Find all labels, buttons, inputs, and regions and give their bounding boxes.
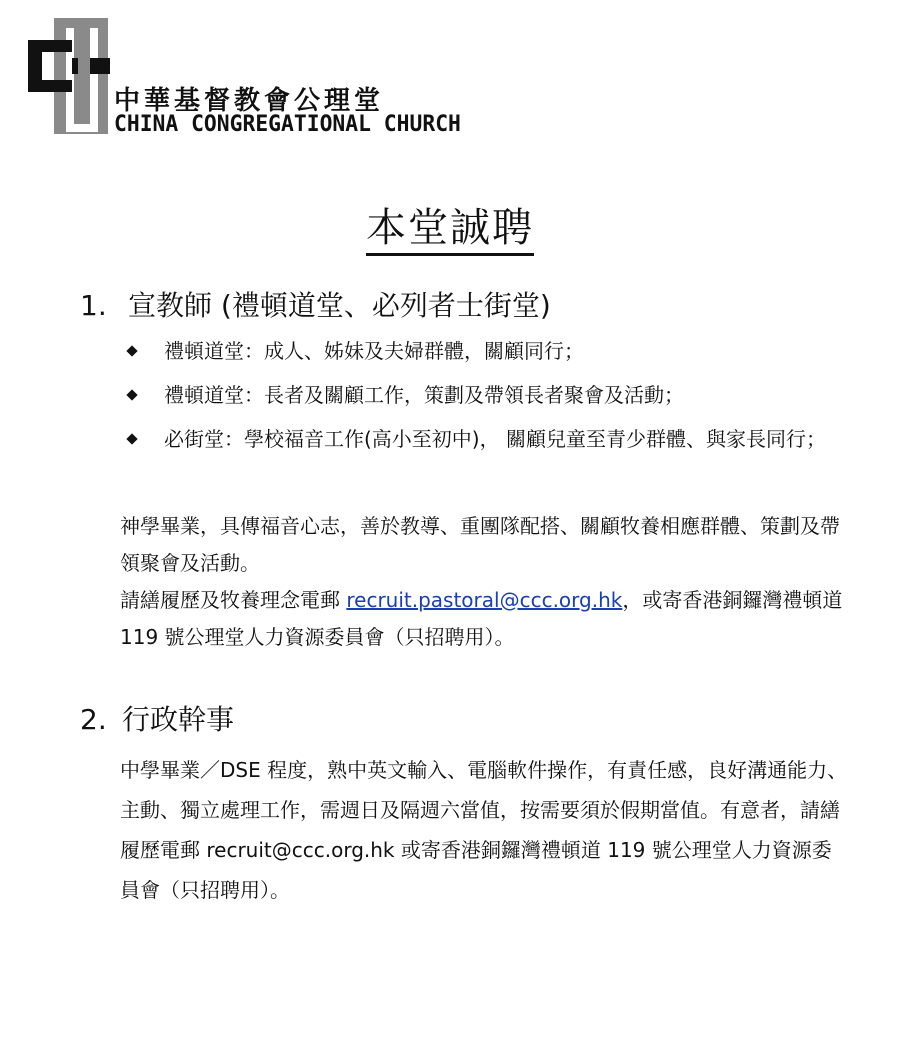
- position-1-apply: [120, 582, 850, 656]
- diamond-bullet-icon: [126, 433, 137, 444]
- position-1-heading: [80, 284, 551, 324]
- diamond-bullet-icon: [126, 389, 137, 400]
- duty-item: [128, 378, 848, 412]
- apply-suffix: ，或寄香港銅鑼灣禮頓道 119 號公理堂人力資源委員會（只招聘用）。: [120, 588, 843, 649]
- position-2-title: 行政幹事: [122, 703, 235, 736]
- duty-text: 禮頓道堂：長者及關顧工作，策劃及帶領長者聚會及活動；: [164, 383, 684, 407]
- page-title-container: [0, 196, 900, 253]
- duty-item: [128, 334, 848, 368]
- duty-item: [128, 422, 848, 456]
- diamond-bullet-icon: [126, 345, 137, 356]
- position-1-number: 1.: [80, 289, 107, 322]
- apply-prefix: 請繕履歷及牧養理念電郵: [120, 588, 347, 612]
- position-2-heading: [80, 698, 234, 738]
- page-title: 本堂誠聘: [366, 205, 534, 256]
- duty-text: 禮頓道堂：成人、姊妹及夫婦群體，關顧同行；: [164, 339, 584, 363]
- position-2-description: 中學畢業／DSE 程度，熟中英文輸入、電腦軟件操作，有責任感，良好溝通能力、主動、獨立處理工作，需週日及隔週六當值，按需要須於假期當值。有意者，請繕履歷電郵 recruit@ccc.org.hk 或寄香港銅鑼灣禮頓道 119 號公理堂人力資源委員會（只招聘用）。: [120, 758, 848, 902]
- pastoral-email-link[interactable]: recruit.pastoral@ccc.org.hk: [346, 588, 623, 612]
- position-1-title: 宣教師 (禮頓道堂、必列者士街堂): [128, 289, 551, 322]
- church-logo: [28, 18, 548, 138]
- org-name-zh: 中華基督教會公理堂: [114, 86, 385, 116]
- cross-logo-icon: [28, 18, 110, 134]
- position-2-number: 2.: [80, 703, 107, 736]
- org-name-en: CHINA CONGREGATIONAL CHURCH: [114, 112, 461, 137]
- duty-text: 必街堂：學校福音工作(高小至初中)， 關顧兒童至青少群體、與家長同行；: [164, 427, 826, 451]
- position-1-requirements: 神學畢業，具傳福音心志，善於教導、重團隊配搭、關顧牧養相應群體、策劃及帶領聚會及活動。: [120, 514, 840, 575]
- position-1-duties: [128, 334, 848, 466]
